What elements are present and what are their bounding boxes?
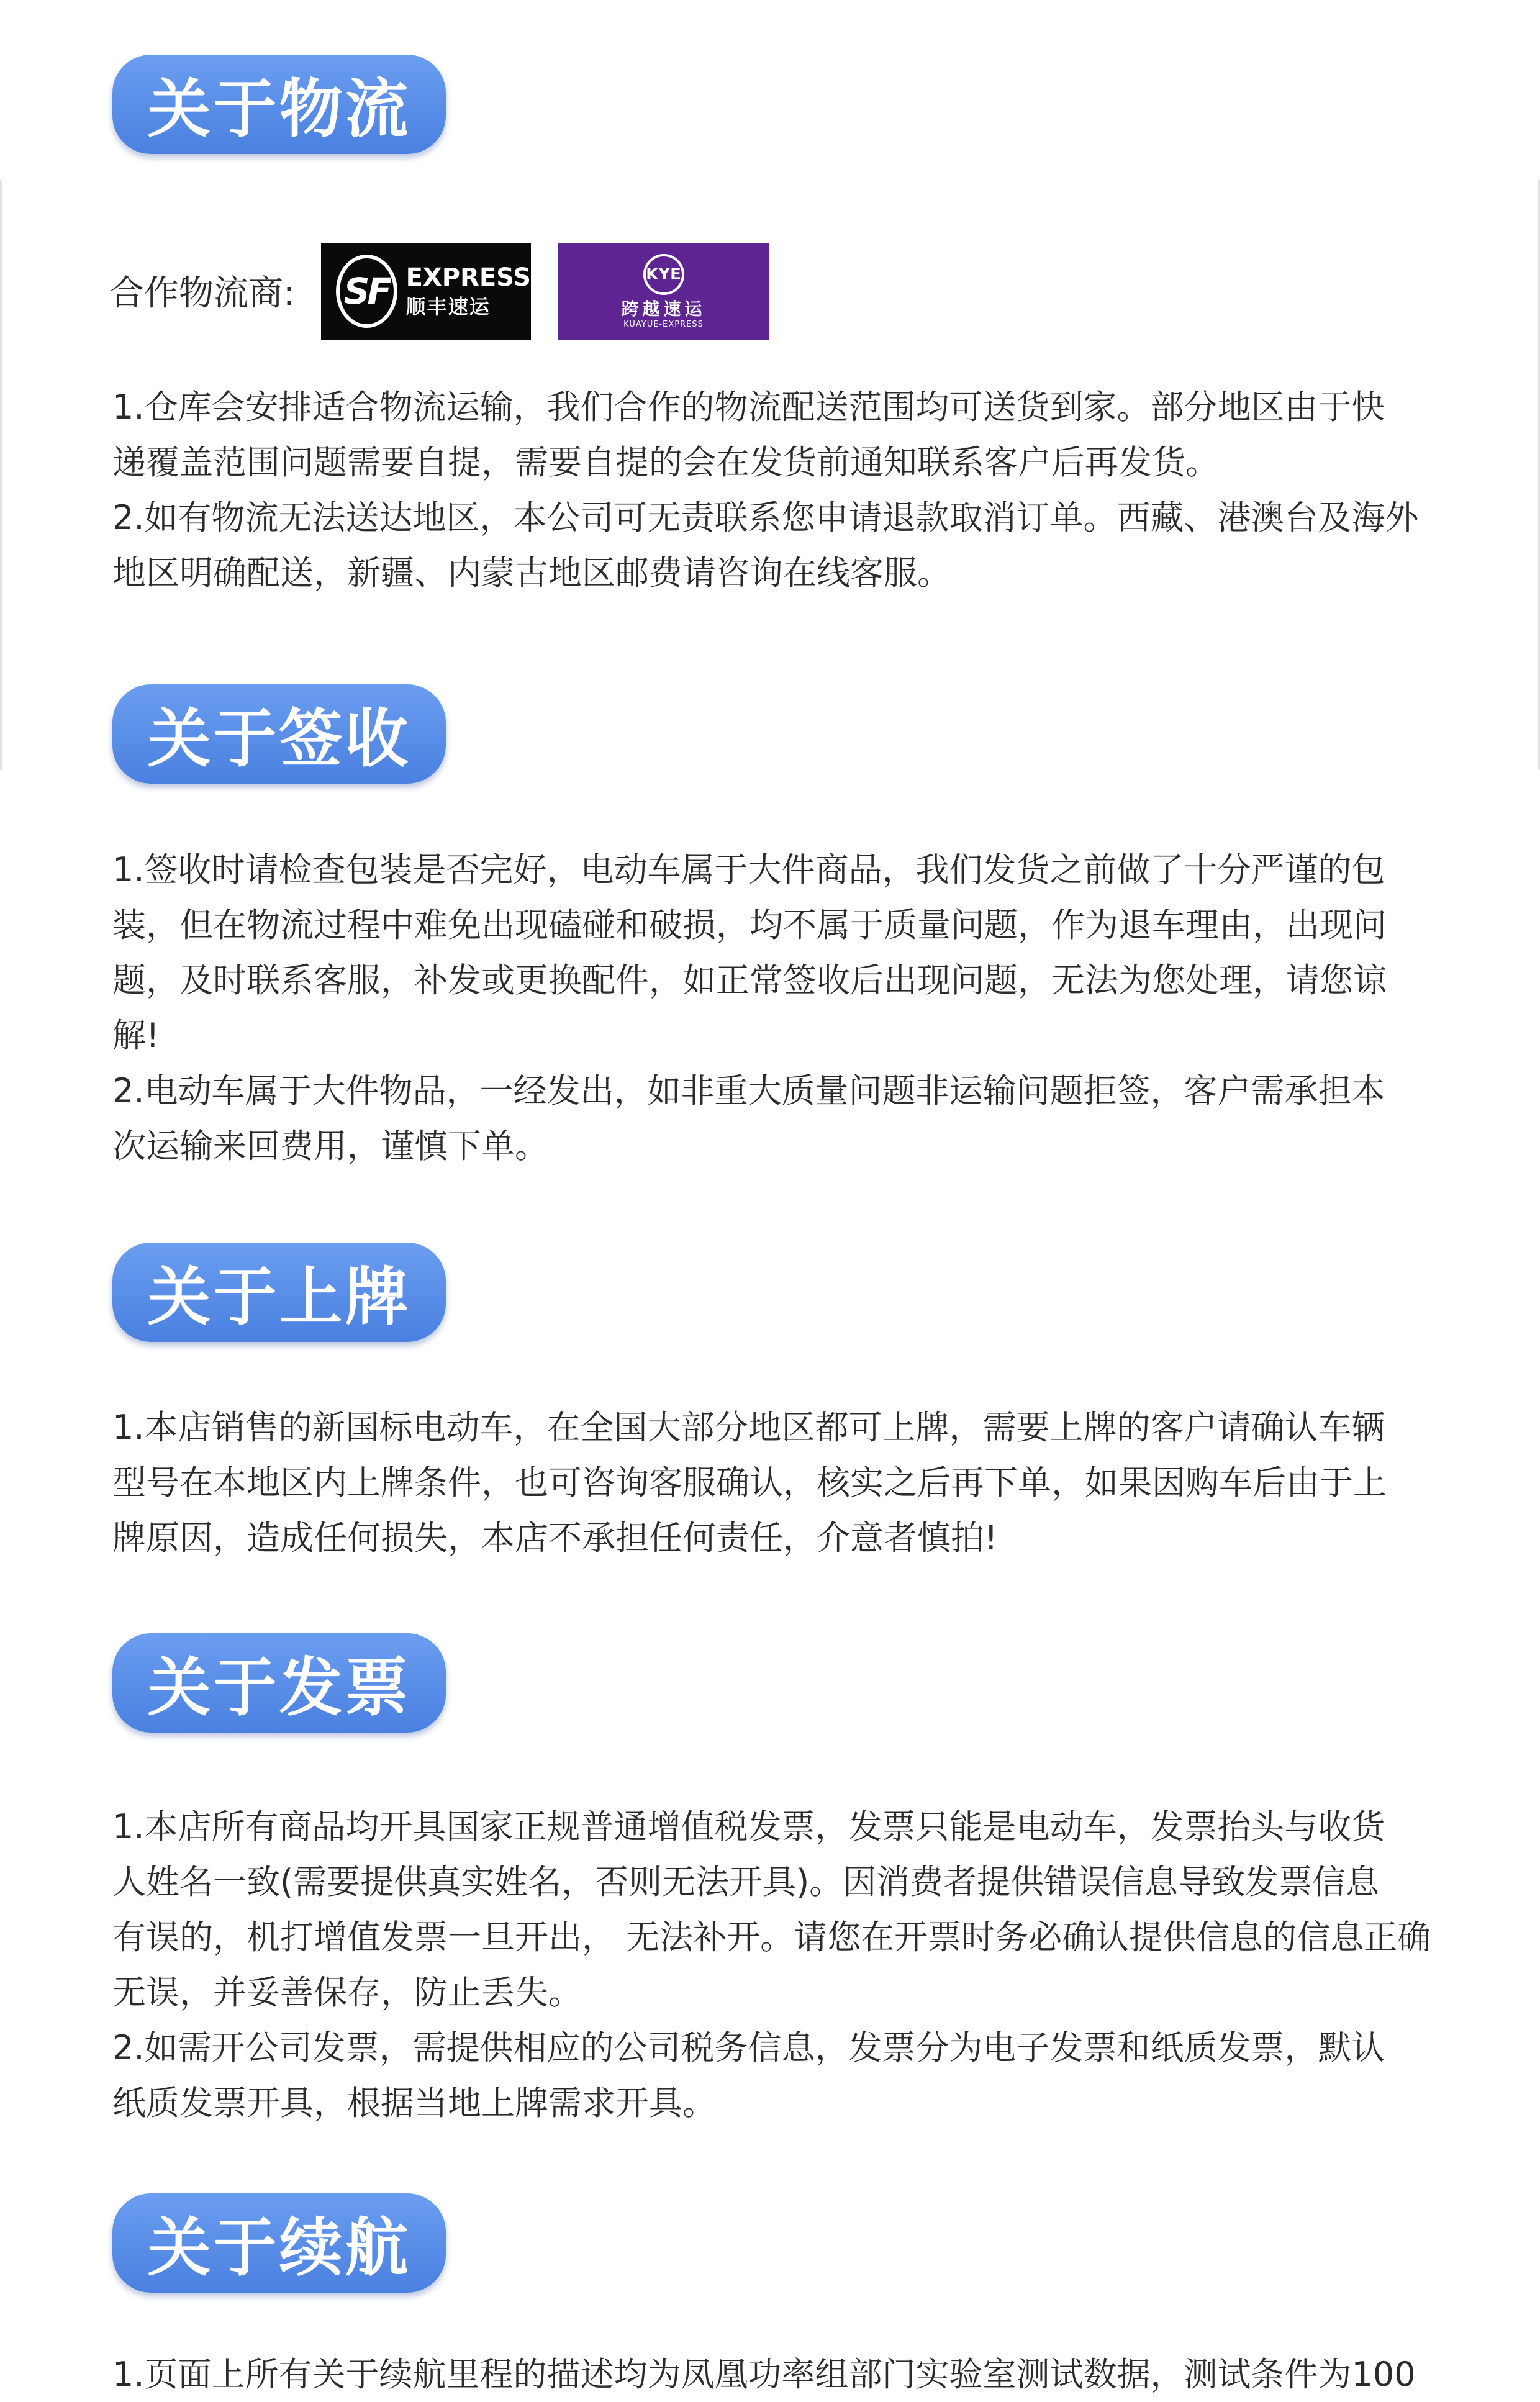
sf-logo-cn: 顺丰速运: [405, 295, 491, 319]
section-body: 1.本店所有商品均开具国家正规普通增值税发票，发票只能是电动车，发票抬头与收货 人姓名一致(需要提供真实姓名，否则无法开具)。因消费者提供错误信息导致发票信息 有误的，机打增值发票一旦开出， 无法补开。请您在开票时务必确认提供信息的信息正确 无误，并妥善保存，防止丢失。 2.如需开公司发票，需提供相应的公司税务信息，发票分为电子发票和纸质发票，默认 纸质发票开具，根据当地上牌需求开具。: [112, 1807, 1431, 2123]
sf-logo-en: EXPRESS: [405, 263, 531, 292]
kye-mark-icon: KYE: [643, 254, 684, 295]
right-edge-line: [1538, 180, 1540, 770]
section-body: 1.签收时请检查包装是否完好，电动车属于大件商品，我们发货之前做了十分严谨的包 装，但在物流过程中难免出现磕碰和破损，均不属于质量问题，作为退车理由，出现问 题，及时联系客服，补发或更换配件，如正常签收后出现问题，无法为您处理，请您谅 解! 2.电动车属于大件物品，一经发出，如非重大质量问题非运输问题拒签，客户需承担本 次运输来回费用，谨慎下单。: [112, 850, 1387, 1166]
section-body: 1.本店销售的新国标电动车，在全国大部分地区都可上牌，需要上牌的客户请确认车辆 型号在本地区内上牌条件，也可咨询客服确认，核实之后再下单，如果因购车后由于上 牌原因，造成任何损失，本店不承担任何责任，介意者慎拍!: [112, 1408, 1387, 1557]
section-body: 1.仓库会安排适合物流运输，我们合作的物流配送范围均可送货到家。部分地区由于快 递覆盖范围问题需要自提，需要自提的会在发货前通知联系客户后再发货。 2.如有物流无法送达地区，本公司可无责联系您申请退款取消订单。西藏、港澳台及海外 地区明确配送，新疆、内蒙古地区邮费请咨询在线客服。: [112, 387, 1419, 592]
kye-logo-cn: 跨越速运: [621, 298, 706, 319]
section-body: 1.页面上所有关于续航里程的描述均为凤凰功率组部门实验室测试数据，测试条件为100: [112, 2355, 1416, 2394]
section-heading-license: 关于上牌: [112, 1243, 446, 1342]
section-heading-invoice: 关于发票: [112, 1633, 446, 1733]
sf-express-logo: [321, 243, 531, 340]
partners-label: 合作物流商:: [109, 273, 295, 314]
section-heading-logistics: 关于物流: [112, 55, 446, 154]
section-heading-range: 关于续航: [112, 2193, 446, 2293]
kye-logo-en: KUAYUE-EXPRESS: [623, 319, 704, 329]
section-heading-signing: 关于签收: [112, 684, 446, 784]
left-edge-line: [0, 180, 2, 770]
kye-express-logo: [558, 243, 769, 340]
sf-mark-icon: SF: [336, 255, 397, 328]
